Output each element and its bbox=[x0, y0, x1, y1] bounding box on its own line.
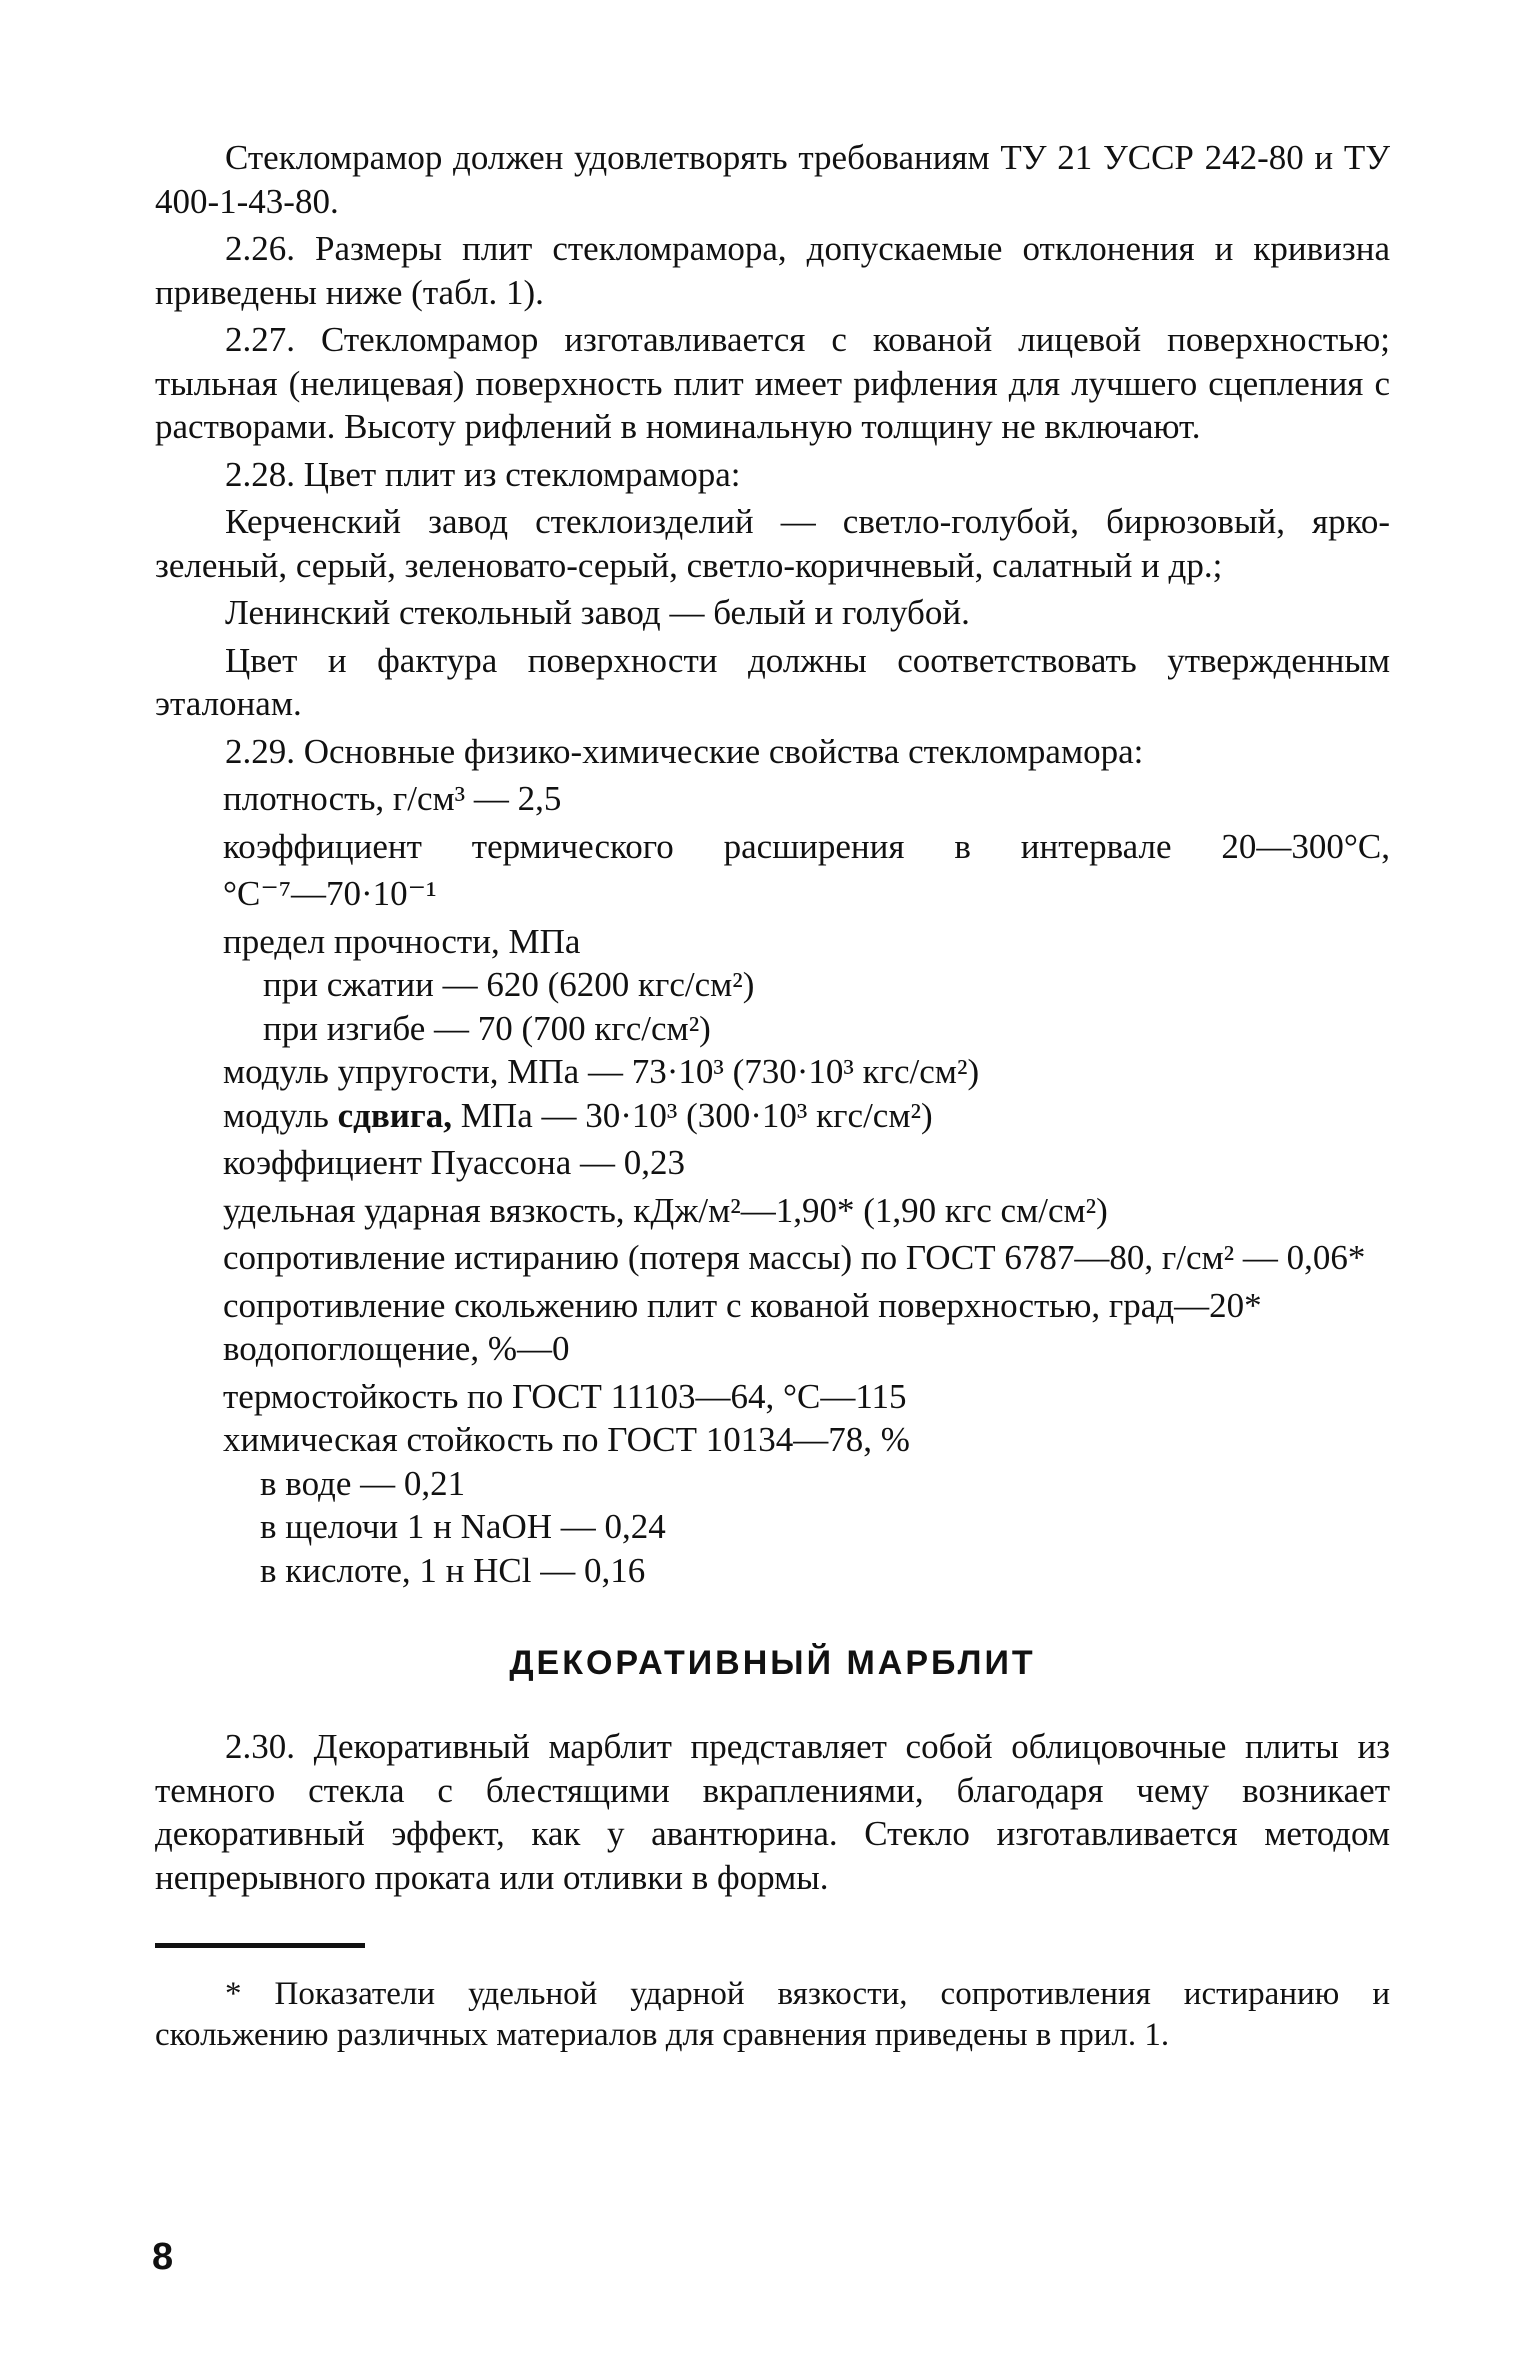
property-abrasion: сопротивление истиранию (потеря массы) по ГОСТ 6787—80, г/см² — 0,06* bbox=[223, 1238, 1366, 1277]
property-compression: при сжатии — 620 (6200 кгс/см²) bbox=[263, 965, 755, 1004]
section-heading: ДЕКОРАТИВНЫЙ МАРБЛИТ bbox=[509, 1644, 1036, 1682]
property-bending: при изгибе — 70 (700 кгс/см²) bbox=[263, 1008, 711, 1048]
paragraph-2-26: 2.26. Размеры плит стекломрамора, допускаемые отклонения и кривизна приведены ниже (табл. 1). bbox=[155, 229, 1390, 312]
property-thermal-expansion: коэффициент термического расширения в интервале 20—300°C, bbox=[223, 826, 1390, 866]
property-absorption: водопоглощение, %—0 bbox=[223, 1329, 570, 1368]
property-water: в воде — 0,21 bbox=[260, 1463, 466, 1503]
paragraph-2-30: 2.30. Декоративный марблит представляет собой облицовочные плиты из темного стекла с блестящими вкраплениями, благодаря чему возникает декоративный эффект, как у авантюрина. Стекло изготавливается методом непрерывного проката или отливки в формы. bbox=[155, 1727, 1390, 1897]
property-density: плотность, г/см³ — 2,5 bbox=[223, 779, 562, 818]
property-strength: предел прочности, МПа bbox=[223, 921, 581, 961]
property-alkali: в щелочи 1 н NaOH — 0,24 bbox=[260, 1507, 666, 1546]
property-heat-resistance: термостойкость по ГОСТ 11103—64, °С—115 bbox=[223, 1376, 907, 1416]
shear-prefix: модуль bbox=[223, 1095, 338, 1135]
paragraph-2-29: 2.29. Основные физико-химические свойства стекломрамора: bbox=[225, 731, 1144, 771]
property-thermal-expansion-value: °С⁻⁷—70·10⁻¹ bbox=[223, 874, 437, 913]
footnote: * Показатели удельной ударной вязкости, сопротивления истиранию и скольжению различных материалов для сравнения приведены в прил. 1. bbox=[155, 1976, 1390, 2053]
paragraph-lenin-factory: Ленинский стекольный завод — белый и голубой. bbox=[225, 593, 970, 632]
page-number: 8 bbox=[152, 2236, 174, 2278]
paragraph-2-28: 2.28. Цвет плит из стекломрамора: bbox=[225, 454, 741, 494]
property-elasticity: модуль упругости, МПа — 73·10³ (730·10³ кгс/см²) bbox=[223, 1052, 980, 1091]
property-shear bbox=[155, 1094, 1390, 1138]
footnote-divider bbox=[155, 1943, 365, 1948]
property-impact: удельная ударная вязкость, кДж/м²—1,90* (1,90 кгс см/см²) bbox=[223, 1190, 1108, 1230]
property-acid: в кислоте, 1 н HCl — 0,16 bbox=[260, 1550, 646, 1590]
property-poisson: коэффициент Пуассона — 0,23 bbox=[223, 1143, 686, 1182]
page-content bbox=[155, 136, 1390, 2056]
shear-bold: сдвига, bbox=[337, 1095, 453, 1135]
paragraph-intro: Стекломрамор должен удовлетворять требованиям ТУ 21 УССР 242-80 и ТУ 400-1-43-80. bbox=[155, 138, 1390, 221]
paragraph-kerch-factory: Керченский завод стеклоизделий — светло-голубой, бирюзовый, ярко-зеленый, серый, зеленовато-серый, светло-коричневый, салатный и др.; bbox=[155, 502, 1390, 585]
paragraph-2-27: 2.27. Стекломрамор изготавливается с кованой лицевой поверхностью; тыльная (нелицевая) поверхность плит имеет рифления для лучшего сцепления с растворами. Высоту рифлений в номинальную толщину не включают. bbox=[155, 320, 1390, 446]
shear-rest: МПа — 30·10³ (300·10³ кгс/см²) bbox=[452, 1095, 933, 1135]
paragraph-color-texture: Цвет и фактура поверхности должны соответствовать утвержденным эталонам. bbox=[155, 640, 1390, 723]
property-chemical-resistance: химическая стойкость по ГОСТ 10134—78, % bbox=[223, 1420, 910, 1459]
property-sliding: сопротивление скольжению плит с кованой поверхностью, град—20* bbox=[223, 1285, 1262, 1325]
